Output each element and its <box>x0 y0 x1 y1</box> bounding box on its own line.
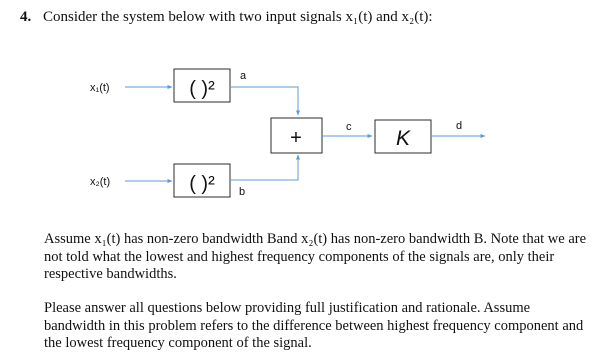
input-x1-label: x₁(t) <box>90 82 110 94</box>
question-number: 4. <box>20 9 32 25</box>
square-block-2-label: ( )² <box>189 173 215 195</box>
adder-symbol: + <box>290 127 302 149</box>
assumption-paragraph: Assume x₁(t) has non-zero bandwidth Band x₂(t) has non-zero bandwidth B. Note that we are not told what the lowest and highest frequency components of the signals are, only their respective bandwidths. <box>44 231 587 282</box>
arrow-b-to-adder <box>230 155 298 180</box>
node-c-label: c <box>346 121 352 133</box>
input-x2-label: x₂(t) <box>90 176 111 188</box>
node-d-label: d <box>456 120 463 132</box>
instructions-paragraph: Please answer all questions below providing full justification and rationale. Assume bandwidth in this problem refers to the difference between highest frequency component and the lowest frequency component of the signal. <box>44 300 584 351</box>
question-prompt: Consider the system below with two input signals x₁(t) and x₂(t): <box>43 9 433 25</box>
node-a-label: a <box>240 70 247 82</box>
square-block-1-label: ( )² <box>189 78 215 100</box>
arrow-a-to-adder <box>230 87 298 115</box>
gain-label: K <box>395 127 411 150</box>
node-b-label: b <box>239 186 246 198</box>
